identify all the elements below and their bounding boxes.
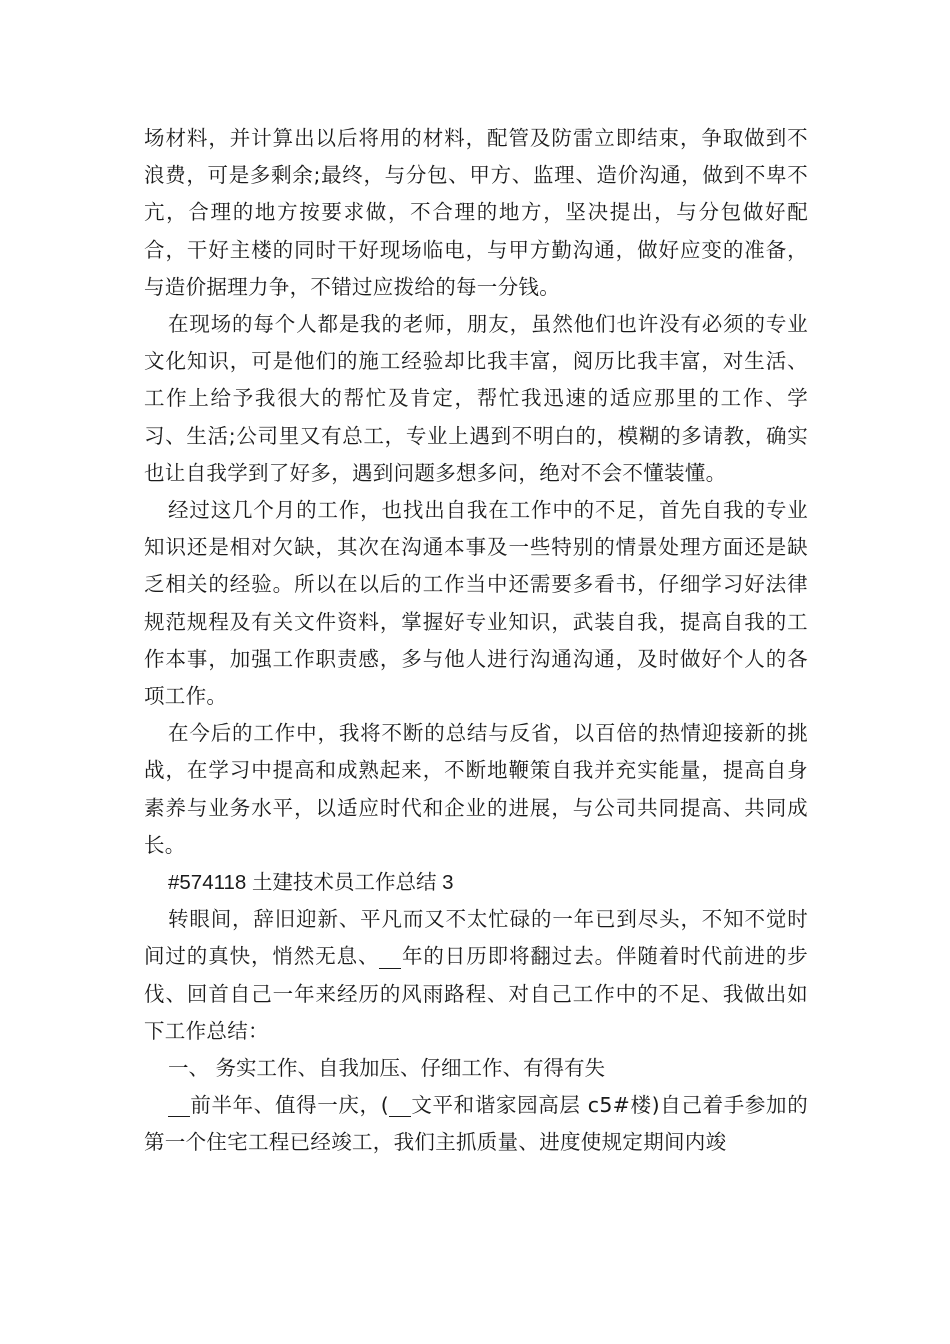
paragraph-year-review [144,901,808,1050]
section-title-one: 一、 务实工作、自我加压、仔细工作、有得有失 [168,1056,606,1081]
year-blank [379,946,401,969]
project-text: 文平和谐家园高层 c5#楼)自己着手参加的第一个住宅工程已经竣工，我们主抓质量、进度使规定期间内竣 [144,1093,808,1155]
first-half-blank [168,1095,190,1118]
document-body [144,120,808,1162]
paragraph-first-half [144,1087,808,1161]
paragraph-future: 在今后的工作中，我将不断的总结与反省，以百倍的热情迎接新的挑战，在学习中提高和成熟起来，不断地鞭策自我并充实能量，提高自身素养与业务水平，以适应时代和企业的进展，与公司共同提高、共同成长。 [144,721,808,857]
paragraph-materials: 场材料，并计算出以后将用的材料，配管及防雷立即结束，争取做到不浪费，可是多剩余;最终，与分包、甲方、监理、造价沟通，做到不卑不亢，合理的地方按要求做，不合理的地方，坚决提出，与分包做好配合，干好主楼的同时干好现场临电，与甲方勤沟通，做好应变的准备，与造价据理力争，不错过应拨给的每一分钱。 [144,126,808,299]
year-review-text-after: 年的日历即将翻过去。伴随着时代前进的步伐、回首自己一年来经历的风雨路程、对自己工作中的不足、我做出如下工作总结： [144,944,808,1043]
first-half-text: 前半年、值得一庆，( [190,1093,390,1118]
section-heading: #574118 土建技术员工作总结 3 [168,871,454,895]
paragraph-shortcomings: 经过这几个月的工作，也找出自我在工作中的不足，首先自我的专业知识还是相对欠缺，其次在沟通本事及一些特别的情景处理方面还是缺乏相关的经验。所以在以后的工作当中还需要多看书，仔细学习好法律规范规程及有关文件资料，掌握好专业知识，武装自我，提高自我的工作本事，加强工作职责感，多与他人进行沟通沟通，及时做好个人的各项工作。 [144,498,808,709]
paragraph-colleagues: 在现场的每个人都是我的老师，朋友，虽然他们也许没有必须的专业文化知识，可是他们的施工经验却比我丰富，阅历比我丰富，对生活、工作上给予我很大的帮忙及肯定，帮忙我迅速的适应那里的工作、学习、生活;公司里又有总工，专业上遇到不明白的，模糊的多请教，确实也让自我学到了好多，遇到问题多想多问，绝对不会不懂装懂。 [144,312,808,485]
project-name-blank [389,1095,411,1118]
year-review-text-before: 转眼间，辞旧迎新、平凡而又不太忙碌的一年已到尽头，不知不觉时间过的真快，悄然无息、 [144,907,808,969]
